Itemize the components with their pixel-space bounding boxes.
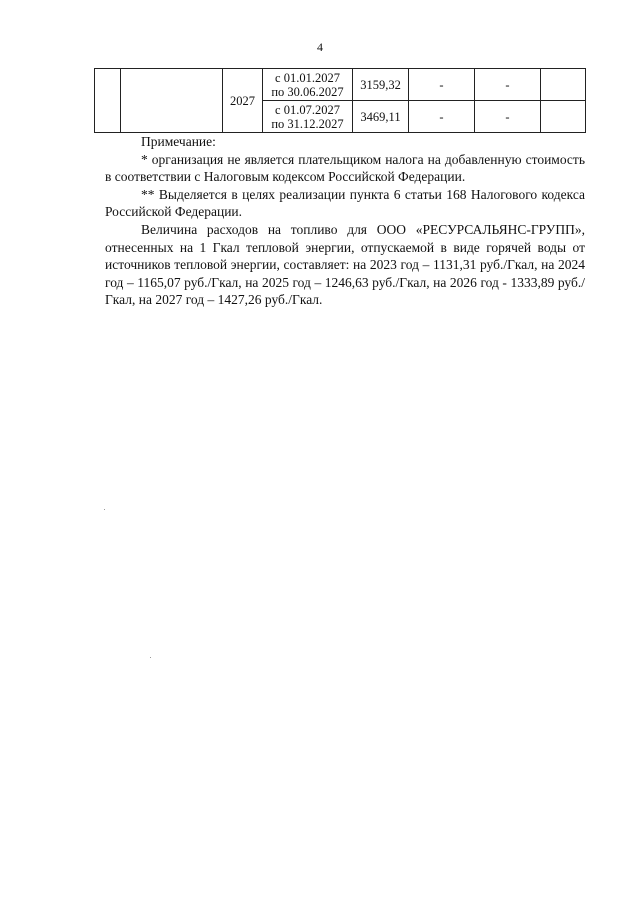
notes-heading: Примечание: <box>141 134 216 149</box>
table-cell-empty <box>541 69 586 101</box>
tariff-table <box>94 68 586 133</box>
scan-speck <box>104 509 105 510</box>
fuel-cost-paragraph: Величина расходов на топливо для ООО «РЕСУРСАЛЬЯНС-ГРУПП», отнесенных на 1 Гкал тепловой энергии, отпускаемой в виде горячей воды от источников тепловой энергии, составляет: на 2023 год – 1131,31 руб./Гкал, на 2024 год – 1165,07 руб./Гкал, на 2025 год – 1246,63 руб./Гкал, на 2026 год - 1333,89 руб./Гкал, на 2027 год – 1427,26 руб./Гкал. <box>105 221 585 308</box>
period-cell <box>263 101 353 133</box>
period-from: с 01.01.2027 <box>275 70 340 85</box>
notes-section <box>105 133 585 309</box>
value-cell: 3159,32 <box>353 69 409 101</box>
period-to: по 31.12.2027 <box>271 116 344 131</box>
period-cell <box>263 69 353 101</box>
table-row <box>95 69 586 101</box>
table-cell-empty <box>95 69 121 133</box>
note-article-168: ** Выделяется в целях реализации пункта 6 статьи 168 Налогового кодекса Российской Федерации. <box>105 186 585 220</box>
dash-cell: - <box>475 69 541 101</box>
year-cell: 2027 <box>223 69 263 133</box>
dash-cell: - <box>409 69 475 101</box>
period-from: с 01.07.2027 <box>275 102 340 117</box>
table-cell-empty <box>121 69 223 133</box>
table-cell-empty <box>541 101 586 133</box>
period-to: по 30.06.2027 <box>271 84 344 99</box>
dash-cell: - <box>409 101 475 133</box>
dash-cell: - <box>475 101 541 133</box>
note-vat: * организация не является плательщиком налога на добавленную стоимость в соответствии с Налоговым кодексом Российской Федерации. <box>105 151 585 185</box>
value-cell: 3469,11 <box>353 101 409 133</box>
scan-speck <box>150 657 151 658</box>
page-number: 4 <box>317 40 323 54</box>
